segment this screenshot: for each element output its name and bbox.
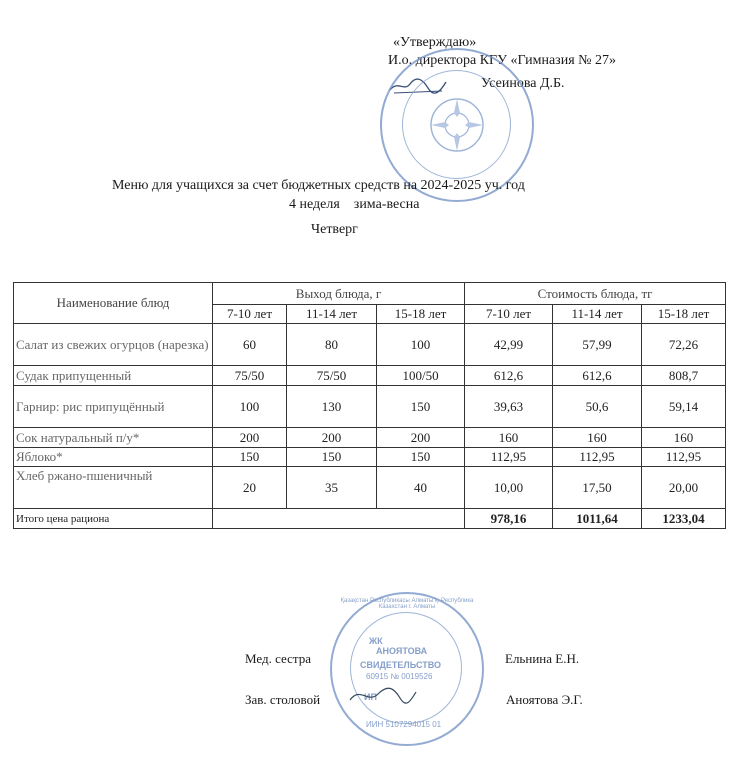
header-cost-age-3: 15-18 лет xyxy=(642,305,726,324)
output-cell: 100 xyxy=(213,386,287,428)
total-cell: 978,16 xyxy=(465,509,553,529)
total-cell: 1011,64 xyxy=(553,509,642,529)
cost-cell: 160 xyxy=(553,428,642,448)
total-label: Итого цена рациона xyxy=(14,509,213,529)
dish-name: Сок натуральный п/у* xyxy=(14,428,213,448)
cost-cell: 160 xyxy=(465,428,553,448)
bottom-seal-stamp xyxy=(330,592,484,746)
header-dish-name: Наименование блюд xyxy=(14,283,213,324)
canteen-signature xyxy=(348,684,418,706)
total-cell: 1233,04 xyxy=(642,509,726,529)
week-season: 4 неделя зима-весна xyxy=(289,197,420,212)
cost-cell: 72,26 xyxy=(642,324,726,366)
header-output-age-1: 7-10 лет xyxy=(213,305,287,324)
cost-cell: 39,63 xyxy=(465,386,553,428)
output-cell: 35 xyxy=(287,467,377,509)
menu-table xyxy=(13,282,726,529)
cost-cell: 50,6 xyxy=(553,386,642,428)
output-cell: 60 xyxy=(213,324,287,366)
output-cell: 150 xyxy=(377,448,465,467)
header-output-age-2: 11-14 лет xyxy=(287,305,377,324)
output-cell: 200 xyxy=(213,428,287,448)
dish-name: Яблоко* xyxy=(14,448,213,467)
output-cell: 100 xyxy=(377,324,465,366)
stamp-center-1: ЖК xyxy=(369,636,383,646)
total-row xyxy=(14,509,726,529)
approval-line-2: И.о. директора КГУ «Гимназия № 27» xyxy=(388,53,616,68)
total-empty-cell xyxy=(213,509,465,529)
output-cell: 100/50 xyxy=(377,366,465,386)
output-cell: 150 xyxy=(287,448,377,467)
dish-name: Судак припущенный xyxy=(14,366,213,386)
menu-title: Меню для учащихся за счет бюджетных средств на 2024-2025 уч. год xyxy=(112,178,525,193)
cost-cell: 112,95 xyxy=(642,448,726,467)
table-row xyxy=(14,428,726,448)
approval-line-3: Усеинова Д.Б. xyxy=(481,76,565,91)
day-name: Четверг xyxy=(311,222,358,237)
emblem-icon xyxy=(427,95,487,155)
output-cell: 75/50 xyxy=(287,366,377,386)
cost-cell: 42,99 xyxy=(465,324,553,366)
stamp-center-2: АНОЯТОВА xyxy=(376,646,428,656)
canteen-name: Аноятова Э.Г. xyxy=(506,692,583,707)
output-cell: 200 xyxy=(287,428,377,448)
header-cost-age-2: 11-14 лет xyxy=(553,305,642,324)
cost-cell: 17,50 xyxy=(553,467,642,509)
nurse-role: Мед. сестра xyxy=(245,651,312,666)
cost-cell: 612,6 xyxy=(553,366,642,386)
cost-cell: 112,95 xyxy=(465,448,553,467)
header-output-age-3: 15-18 лет xyxy=(377,305,465,324)
stamp-center-5: ИП xyxy=(364,692,377,702)
nurse-name: Ельнина Е.Н. xyxy=(505,651,580,666)
output-cell: 20 xyxy=(213,467,287,509)
table-row xyxy=(14,386,726,428)
stamp-center-3: СВИДЕТЕЛЬСТВО xyxy=(360,660,441,670)
approval-line-1: «Утверждаю» xyxy=(393,35,477,50)
header-cost: Стоимость блюда, тг xyxy=(465,283,726,305)
stamp-number: ИИН 5107294015 01 xyxy=(366,720,442,729)
header-cost-age-1: 7-10 лет xyxy=(465,305,553,324)
cost-cell: 160 xyxy=(642,428,726,448)
cost-cell: 10,00 xyxy=(465,467,553,509)
cost-cell: 808,7 xyxy=(642,366,726,386)
table-row xyxy=(14,467,726,509)
table-row xyxy=(14,448,726,467)
output-cell: 130 xyxy=(287,386,377,428)
dish-name: Гарнир: рис припущённый xyxy=(14,386,213,428)
dish-name: Хлеб ржано-пшеничный xyxy=(14,467,213,509)
cost-cell: 57,99 xyxy=(553,324,642,366)
output-cell: 75/50 xyxy=(213,366,287,386)
table-row xyxy=(14,324,726,366)
output-cell: 150 xyxy=(377,386,465,428)
output-cell: 150 xyxy=(213,448,287,467)
cost-cell: 612,6 xyxy=(465,366,553,386)
table-row xyxy=(14,366,726,386)
output-cell: 40 xyxy=(377,467,465,509)
cost-cell: 59,14 xyxy=(642,386,726,428)
canteen-role: Зав. столовой xyxy=(245,692,321,707)
header-output: Выход блюда, г xyxy=(213,283,465,305)
output-cell: 80 xyxy=(287,324,377,366)
stamp-center-4: 60915 № 0019526 xyxy=(366,672,433,681)
cost-cell: 112,95 xyxy=(553,448,642,467)
dish-name: Салат из свежих огурцов (нарезка) xyxy=(14,324,213,366)
output-cell: 200 xyxy=(377,428,465,448)
cost-cell: 20,00 xyxy=(642,467,726,509)
stamp-ring-text: Қазақстан Республикасы Алматы қ. Республика Казахстан г. Алматы xyxy=(340,598,474,610)
